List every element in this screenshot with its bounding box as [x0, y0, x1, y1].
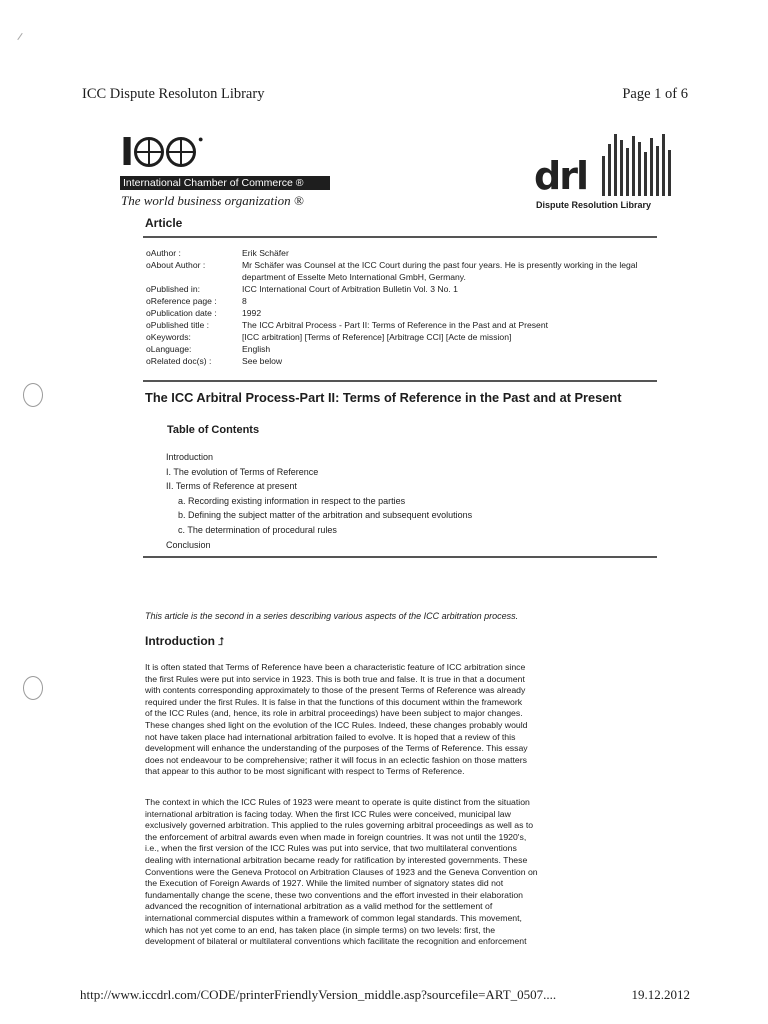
meta-row — [146, 295, 656, 307]
meta-row — [146, 355, 656, 367]
icc-banner: International Chamber of Commerce ® — [120, 176, 330, 190]
paragraph-line: international commercial disputes within a framework of common legal standards. This movement, — [145, 912, 522, 923]
page-number: Page 1 of 6 — [622, 86, 688, 102]
paragraph-line: Conventions were the Geneva Protocol on Arbitration Clauses of 1923 and the Geneva Convention on — [145, 866, 538, 877]
intro-paragraph-1 — [145, 662, 657, 778]
meta-value: Erik Schäfer — [242, 248, 289, 258]
punch-hole-top — [23, 383, 43, 407]
meta-row — [146, 307, 656, 319]
page-header — [82, 86, 688, 108]
meta-row — [146, 343, 656, 355]
registered-mark: ● — [198, 134, 204, 144]
paragraph-line: with contents corresponding approximately to those of the present Terms of Reference was already — [145, 685, 526, 696]
toc-link[interactable]: c. The determination of procedural rules — [178, 524, 337, 535]
meta-key: oRelated doc(s) : — [146, 356, 212, 366]
paragraph-line: international arbitration is facing today. When the first ICC Rules were conceived, municipal law — [145, 808, 511, 819]
paragraph-line: development of bilateral or multilateral conventions which facilitate the recognition and enforcement — [145, 936, 527, 947]
paragraph-line: The context in which the ICC Rules of 1923 were meant to operate is quite distinct from the situation — [145, 797, 530, 807]
paragraph-line: of the ICC Rules (and, hence, its role in arbitral proceedings) have been subject to major changes. — [145, 708, 523, 719]
intro-heading — [145, 634, 224, 649]
toc-link[interactable]: II. Terms of Reference at present — [166, 481, 297, 492]
paragraph-line: i.e., when the first version of the ICC Rules was put into service, that two multilateral conventions — [145, 843, 517, 854]
divider — [143, 556, 657, 558]
globe-icon — [134, 137, 164, 167]
paragraph-line: exclusively governed arbitration. This applied to the rules governing arbitral proceedings as well as to — [145, 820, 534, 831]
divider — [143, 236, 657, 238]
meta-key: oLanguage: — [146, 344, 192, 354]
meta-row — [146, 247, 656, 259]
article-title: The ICC Arbitral Process-Part II: Terms of Reference in the Past and at Present — [145, 390, 622, 405]
paragraph-line: These changes shed light on the evolution of the ICC Rules. Indeed, these changes probably would — [145, 719, 528, 730]
paragraph-line: It is often stated that Terms of Reference have been a characteristic feature of ICC arbitration since — [145, 662, 526, 672]
meta-row — [146, 319, 656, 331]
drl-bars-icon — [600, 134, 678, 196]
meta-key: oKeywords: — [146, 332, 191, 342]
meta-key: oPublished title : — [146, 320, 210, 330]
table-of-contents — [166, 450, 472, 552]
toc-link[interactable]: I. The evolution of Terms of Reference — [166, 466, 319, 477]
paragraph-line: the enforcement of arbitral awards even when made in foreign countries. It was not until the 1920's, — [145, 831, 527, 842]
intro-paragraph-2 — [145, 797, 657, 948]
meta-value: The ICC Arbitral Process - Part II: Terms of Reference in the Past and at Present — [242, 320, 549, 330]
meta-value: See below — [242, 356, 283, 366]
toc-link[interactable]: Introduction — [166, 452, 214, 462]
drl-caption: Dispute Resolution Library — [536, 200, 652, 210]
meta-key: oPublished in: — [146, 284, 200, 294]
toc-title: Table of Contents — [167, 424, 260, 436]
article-label: Article — [145, 216, 183, 230]
meta-value: Mr Schäfer was Counsel at the ICC Court during the past four years. He is presently working in the legal department of Esselte Meto International GmbH, Germany. — [242, 260, 638, 282]
drl-logo — [534, 132, 684, 214]
meta-value: [ICC arbitration] [Terms of Reference] [Arbitrage CCI] [Acte de mission] — [242, 332, 512, 342]
paragraph-line: dealing with international arbitration became ready for ratification by interested governments. These — [145, 854, 528, 865]
meta-key: oReference page : — [146, 296, 217, 306]
meta-value: 8 — [242, 296, 247, 306]
globe-icon — [166, 137, 196, 167]
paragraph-line: development will enhance the understanding of the purposes of the Terms of Reference. This essay — [145, 743, 528, 754]
paragraph-line: that appear to this author to be most significant with respect to Terms of Reference. — [145, 766, 465, 777]
article-metadata — [146, 247, 656, 367]
back-to-top-icon[interactable]: ⮥ — [217, 636, 225, 648]
meta-row — [146, 331, 656, 343]
toc-link[interactable]: a. Recording existing information in respect to the parties — [178, 495, 406, 506]
paragraph-line: the first Rules were put into service in 1923. This is both true and false. It is true in that a document — [145, 673, 525, 684]
meta-key: oPublication date : — [146, 308, 217, 318]
footer-url: http://www.iccdrl.com/CODE/printerFriendlyVersion_middle.asp?sourcefile=ART_0507.... — [80, 987, 557, 1002]
paragraph-line: the Execution of Foreign Awards of 1927. While the limited number of signatory states did not — [145, 878, 504, 889]
icc-logo — [120, 132, 335, 212]
paragraph-line: which has not yet come to an end, has taken place (in simple terms) on two levels: first, the — [145, 924, 496, 935]
meta-value: English — [242, 344, 271, 354]
series-note: This article is the second in a series describing various aspects of the ICC arbitration process. — [145, 611, 519, 621]
paragraph-line: not have taken place had international arbitration failed to evolve. It is hoped that a review of this — [145, 731, 516, 742]
intro-heading-text: Introduction — [145, 634, 215, 648]
meta-value: ICC International Court of Arbitration Bulletin Vol. 3 No. 1 — [242, 284, 458, 294]
meta-key: oAbout Author : — [146, 260, 206, 270]
meta-value: 1992 — [242, 308, 262, 318]
toc-link[interactable]: b. Defining the subject matter of the arbitration and subsequent evolutions — [178, 510, 473, 521]
paragraph-line: required under the first Rules. It is false in that the functions of this document within the framework — [145, 696, 523, 707]
meta-key: oAuthor : — [146, 248, 181, 258]
paragraph-line: does not endeavour to be comprehensive; rather it will focus in an eclectic fashion on those matters — [145, 754, 527, 765]
library-name: ICC Dispute Resoluton Library — [82, 86, 265, 102]
icc-tagline: The world business organization ® — [121, 193, 304, 208]
scan-mark — [17, 33, 22, 40]
paragraph-line: fundamentally change the scene, these two conventions and the effort invested in their elaboration — [145, 889, 523, 900]
paragraph-line: advanced the recognition of international arbitration as a valid method for the settlement of — [145, 901, 493, 912]
drl-logo-text: drl — [534, 154, 587, 198]
toc-link[interactable]: Conclusion — [166, 539, 211, 550]
divider — [143, 380, 657, 382]
punch-hole-bottom — [23, 676, 43, 700]
meta-row — [146, 283, 656, 295]
footer-date: 19.12.2012 — [631, 987, 690, 1002]
meta-row — [146, 259, 656, 283]
icc-logo-mark: I — [120, 132, 197, 172]
